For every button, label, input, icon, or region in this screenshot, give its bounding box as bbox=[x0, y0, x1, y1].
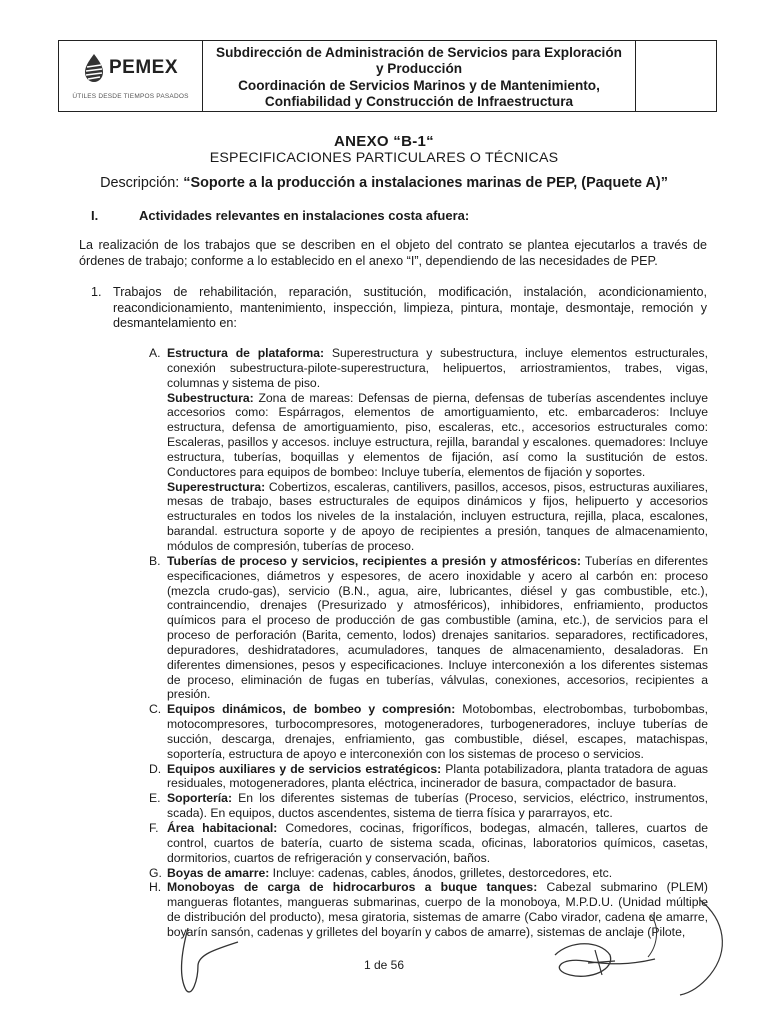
list-letter: A. bbox=[149, 346, 161, 360]
sub-title: Subestructura: bbox=[167, 390, 254, 405]
list-item-title: Estructura de plataforma: bbox=[167, 346, 325, 360]
item-number: 1. bbox=[91, 285, 102, 299]
list-letter: H. bbox=[149, 880, 162, 895]
document-header bbox=[58, 40, 717, 112]
signature-right bbox=[540, 895, 740, 1005]
section-heading bbox=[91, 208, 469, 223]
pemex-eagle-icon bbox=[83, 53, 105, 83]
list-letter: F. bbox=[149, 821, 159, 835]
list-item bbox=[149, 702, 708, 761]
signature-left bbox=[168, 920, 258, 1000]
header-title-line: Coordinación de Servicios Marinos y de Mantenimiento, bbox=[238, 77, 600, 93]
list-item-text: En los diferentes sistemas de tuberías (Proceso, servicios, eléctrico, instrumentos, scada). En equipos, ductos ascendentes, sistema de tierra física y pararrayos, etc. bbox=[167, 791, 708, 821]
list-item-title: Área habitacional: bbox=[167, 821, 278, 835]
sub-paragraph bbox=[167, 391, 708, 480]
list-item-text: Tuberías en diferentes especificaciones, diámetros y espesores, de acero inoxidable y acero al carbón en: proceso (mezcla crudo-gas), servicio (B.N., agua, aire, lubricantes, diésel y gas combustible, etc.), contraincendio, drenajes (Presurizado y atmosféricos), inhibidores, enfriamiento, productos químicos para el proceso de producción de gas combustible (amina, etc.), de servicios para el proceso de perforación (Barita, cemento, lodos) drenajes sanitarios. separadores, rectificadores, depuradores, deshidratadores, acumuladores, tanques de almacenamiento, desaladoras. En diferentes dimensiones, pesos y especificaciones. Incluye interconexión a los diferentes sistemas de proceso, eliminación de fugas en tuberías, válvulas, conexiones, accesorios, recipientes a presión. bbox=[167, 553, 708, 702]
intro-paragraph: La realización de los trabajos que se describen en el objeto del contrato se plantea ejecutarlos a través de órdenes de trabajo; conforme a lo establecido en el anexo “I”, dependiendo de las necesidades de PEP. bbox=[79, 238, 707, 268]
header-title-line: y Producción bbox=[375, 61, 463, 77]
sub-title: Superestructura: bbox=[167, 479, 266, 494]
list-item-text: Planta potabilizadora, planta tratadora de aguas residuales, motogeneradores, planta eléctrica, incinerador de basura, compactador de basura. bbox=[167, 761, 708, 791]
sub-text: Cobertizos, escaleras, cantilivers, pasillos, accesos, pisos, estructuras auxiliares, mesas de trabajo, bases estructurales de equipos dinámicos y fijos, helipuerto y accesorios estructurales en todos los niveles de la instalación, incluyen estructura, rejilla, placa, escalones, barandal. estructura soporte y de apoyo de recipientes a presión, tanques de almacenamiento, módulos de compresión, tuberías de proceso. bbox=[167, 479, 708, 553]
list-item-title: Tuberías de proceso y servicios, recipientes a presión y atmosféricos: bbox=[167, 553, 581, 568]
header-title-line: Subdirección de Administración de Servicios para Exploración bbox=[216, 45, 622, 60]
annex-subtitle: ESPECIFICACIONES PARTICULARES O TÉCNICAS bbox=[209, 150, 559, 166]
item-text: Trabajos de rehabilitación, reparación, sustitución, modificación, instalación, acondicionamiento, reacondicionamiento, mantenimiento, inspección, limpieza, pintura, montaje, desmontaje, remoción y desmantelamiento en: bbox=[113, 285, 707, 330]
numbered-item bbox=[91, 285, 707, 332]
header-title-line: Confiabilidad y Construcción de Infraestructura bbox=[264, 93, 574, 109]
list-item bbox=[149, 791, 708, 821]
list-letter: C. bbox=[149, 702, 162, 717]
section-title: Actividades relevantes en instalaciones costa afuera: bbox=[139, 208, 470, 223]
list-item-text: Cabezal submarino (PLEM) mangueras flotantes, mangueras submarinas, cuerpo de la monoboya, M.P.D.U. (Unidad múltiple de distribución del producto), mesa giratoria, sistemas de amarre (Cabo virador, cadena de amarre, boyarín sansón, cadenas y grilletes del boyarín y cabos de amarre), sistemas de anclaje (Pilote, bbox=[167, 880, 708, 939]
lettered-list bbox=[149, 346, 708, 940]
list-item-title: Equipos auxiliares y de servicios estratégicos: bbox=[167, 761, 442, 776]
list-item-title: Boyas de amarre: bbox=[167, 865, 270, 880]
list-letter: B. bbox=[149, 553, 161, 568]
header-blank-cell bbox=[636, 41, 716, 111]
annex-title: ANEXO “B-1“ bbox=[334, 133, 434, 150]
description-text: “Soporte a la producción a instalaciones marinas de PEP, (Paquete A)” bbox=[183, 175, 668, 191]
logo-tagline: ÚTILES DESDE TIEMPOS PASADOS bbox=[72, 92, 189, 100]
list-item bbox=[149, 346, 708, 554]
page-number: 1 de 56 bbox=[363, 958, 405, 972]
list-item bbox=[149, 821, 708, 866]
list-item bbox=[149, 866, 708, 881]
list-item-title: Equipos dinámicos, de bombeo y compresión: bbox=[167, 702, 456, 717]
header-title bbox=[203, 41, 636, 111]
logo-wordmark: PEMEX bbox=[108, 56, 179, 78]
list-letter: E. bbox=[149, 791, 161, 806]
list-letter: D. bbox=[149, 761, 162, 776]
sub-text: Zona de mareas: Defensas de pierna, defensas de tuberías ascendentes incluye accesorios como: Espárragos, elementos de amortiguamiento, etc. embarcaderos: Incluye estructura, defensa de amortiguamiento, piso, escaleras, etc., accesorios estructurales como: Escaleras, pasillos y accesos. incluye estructura, rejilla, barandal y escalones. quemadores: Incluye estructura, tuberías, boquillas y elementos de fijación, así como la sustitución de estos. Conductores para equipos de bombeo: Incluye tubería, elementos de fijación y soportes. bbox=[167, 390, 708, 479]
list-item-title: Soportería: bbox=[167, 791, 233, 806]
description-label: Descripción: bbox=[100, 175, 180, 191]
list-letter: G. bbox=[149, 865, 162, 880]
list-item-text: Comedores, cocinas, frigoríficos, bodegas, almacén, talleres, cuartos de control, cuartos de batería, cuarto de sistema scada, oficinas, laboratorios químicos, casetas, dormitorios, cuartos de refrigeración y conservación, baños. bbox=[167, 821, 708, 865]
section-number: I. bbox=[91, 208, 99, 223]
annex-description bbox=[0, 175, 768, 191]
list-item-title: Monoboyas de carga de hidrocarburos a buque tanques: bbox=[167, 880, 538, 895]
pemex-logo bbox=[59, 41, 203, 111]
list-item-text: Motobombas, electrobombas, turbobombas, motocompresores, turbocompresores, motogeneradores, turbogeneradores, incluye tuberías de succión, descarga, drenajes, enfriamiento, gas combustible, diésel, escapes, matachispas, soportería, estructura de apoyo e interconexión con los sistemas de proceso o servicios. bbox=[167, 702, 708, 761]
list-item-text: Superestructura y subestructura, incluye elementos estructurales, conexión subestructura-pilote-superestructura, helipuertos, arriostramientos, trabes, vigas, columnas y sistema de piso. bbox=[167, 346, 708, 390]
list-item bbox=[149, 762, 708, 792]
list-item bbox=[149, 554, 708, 702]
list-item-text: Incluye: cadenas, cables, ánodos, grilletes, destorcedores, etc. bbox=[269, 865, 613, 880]
sub-paragraph bbox=[167, 480, 708, 554]
